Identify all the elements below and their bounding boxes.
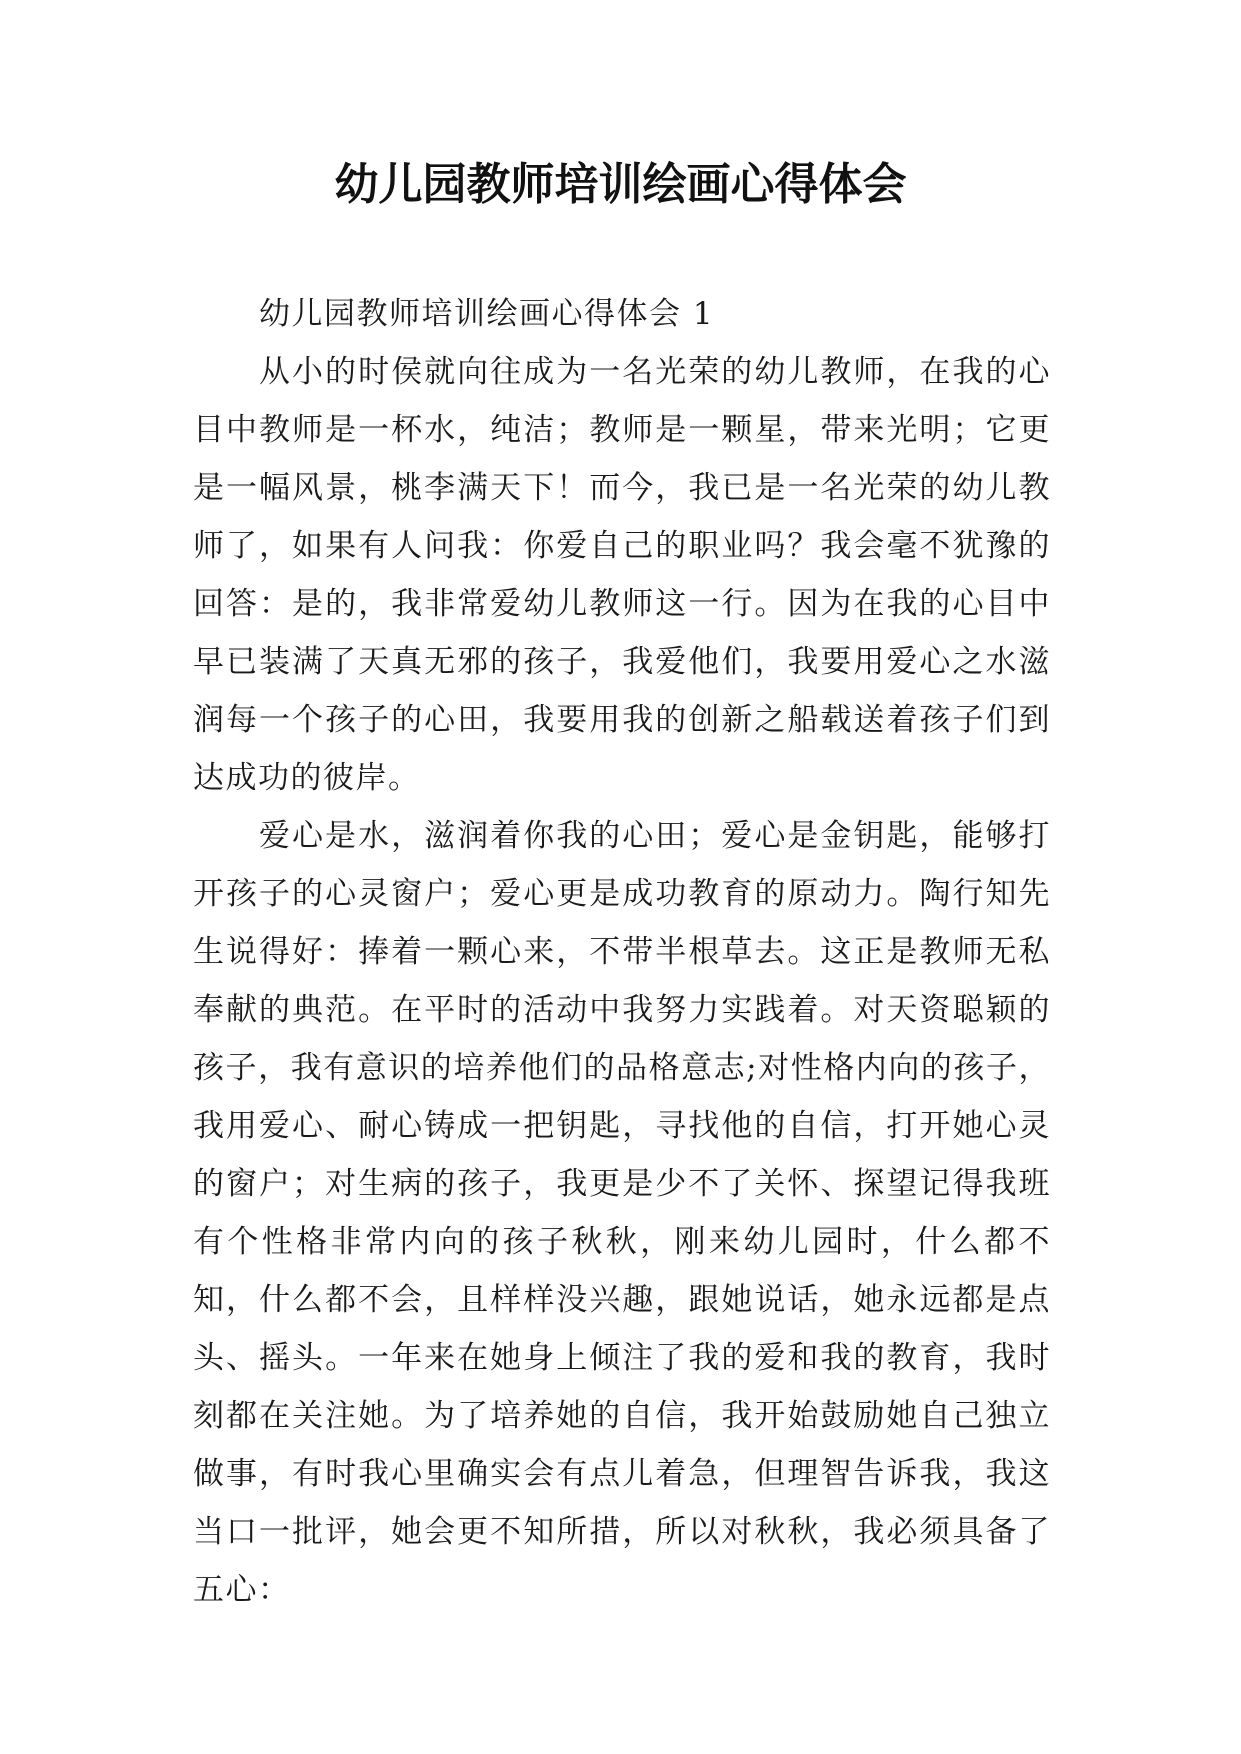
- section-heading: 幼儿园教师培训绘画心得体会 1: [259, 296, 715, 332]
- document-body: [193, 285, 1051, 1619]
- paragraph: 爱心是水，滋润着你我的心田；爱心是金钥匙，能够打开孩子的心灵窗户；爱心更是成功教育的原动力。陶行知先生说得好：捧着一颗心来，不带半根草去。这正是教师无私奉献的典范。在平时的活动中我努力实践着。对天资聪颖的孩子，我有意识的培养他们的品格意志;对性格内向的孩子，我用爱心、耐心铸成一把钥匙，寻找他的自信，打开她心灵的窗户；对生病的孩子，我更是少不了关怀、探望记得我班有个性格非常内向的孩子秋秋，刚来幼儿园时，什么都不知，什么都不会，且样样没兴趣，跟她说话，她永远都是点头、摇头。一年来在她身上倾注了我的爱和我的教育，我时刻都在关注她。为了培养她的自信，我开始鼓励她自己独立做事，有时我心里确实会有点儿着急，但理智告诉我，我这当口一批评，她会更不知所措，所以对秋秋，我必须具备了五心：: [193, 818, 1051, 1608]
- document-title: 幼儿园教师培训绘画心得体会: [334, 159, 907, 210]
- paragraph: 从小的时侯就向往成为一名光荣的幼儿教师，在我的心目中教师是一杯水，纯洁；教师是一颗星，带来光明；它更是一幅风景，桃李满天下！而今，我已是一名光荣的幼儿教师了，如果有人问我：你爱自己的职业吗？我会毫不犹豫的回答：是的，我非常爱幼儿教师这一行。因为在我的心目中早已装满了天真无邪的孩子，我爱他们，我要用爱心之水滋润每一个孩子的心田，我要用我的创新之船载送着孩子们到达成功的彼岸。: [193, 354, 1051, 796]
